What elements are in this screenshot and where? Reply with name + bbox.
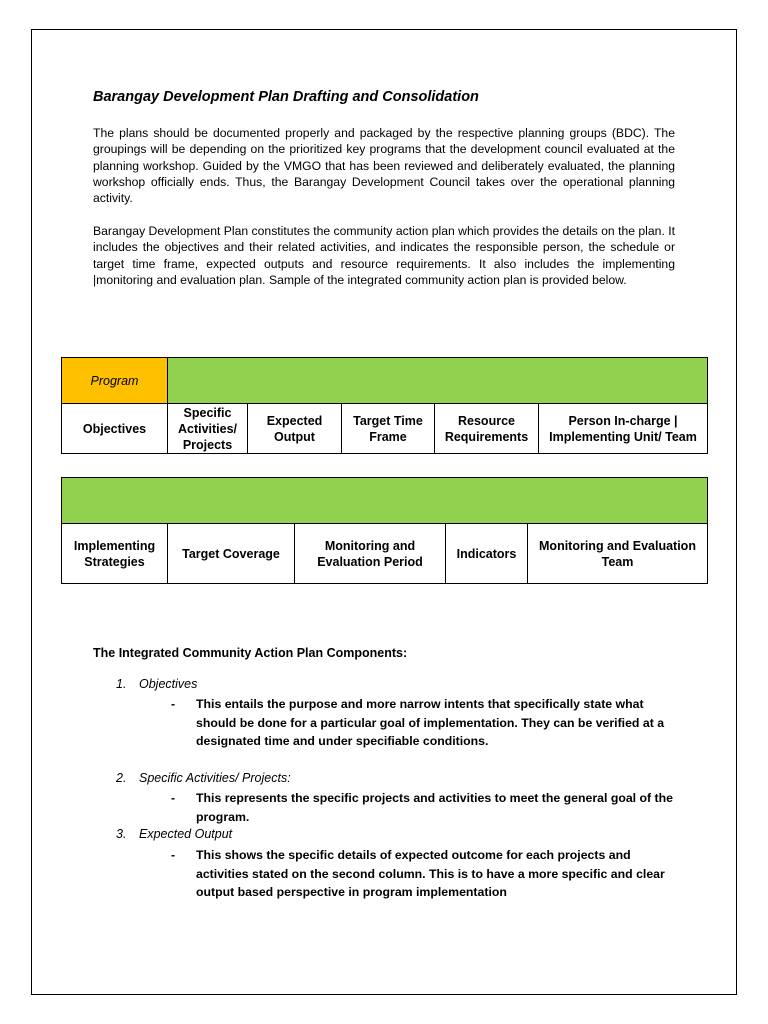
header-objectives: Objectives [62,404,168,454]
components-title: The Integrated Community Action Plan Components: [93,646,408,660]
program-name-cell [168,358,708,404]
header-expected-output: Expected Output [248,404,342,454]
header-resource-requirements: Resource Requirements [435,404,539,454]
header-indicators: Indicators [446,524,528,584]
header-target-coverage: Target Coverage [168,524,295,584]
header-monitoring-period: Monitoring and Evaluation Period [295,524,446,584]
component-desc-text: This shows the specific details of expected outcome for each projects and activities stated on the second column. This is to have a more specific and clear output based perspective in program implementation [196,848,665,900]
monitoring-plan-table [61,477,708,584]
header-monitoring-team: Monitoring and Evaluation Team [528,524,708,584]
component-label: Expected Output [139,827,233,841]
component-number: 3. [116,827,127,841]
program-cell: Program [62,358,168,404]
header-target-time-frame: Target Time Frame [342,404,435,454]
component-desc-text: This entails the purpose and more narrow intents that specifically state what should be done for a particular goal of implementation. They can be verified at a designated time and under specifiable conditions. [196,697,665,749]
component-item-objectives [116,677,197,691]
header-implementing-strategies: Implementing Strategies [62,524,168,584]
bullet-dash: - [171,848,176,862]
component-desc-text: This represents the specific projects and activities to meet the general goal of the program. [196,791,673,824]
intro-paragraph: The plans should be documented properly and packaged by the respective planning groups (BDC). The groupings will be depending on the prioritized key programs that the development council evaluated at the planning workshop. Guided by the VMGO that has been reviewed and deliberately evaluated, the planning workshop officially ends. Thus, the Barangay Development Council takes over the operational planning activity. [93,126,675,206]
document-title: Barangay Development Plan Drafting and Consolidation [93,89,479,105]
plan-paragraph: Barangay Development Plan constitutes the community action plan which provides the details on the plan. It includes the objectives and their related activities, and indicates the responsible person, the schedule or target time frame, expected outputs and resource requirements. It also includes the implementing |monitoring and evaluation plan. Sample of the integrated community action plan is provided below. [93,224,675,287]
component-number: 1. [116,677,127,691]
component-label: Specific Activities/ Projects: [139,771,291,785]
header-person-in-charge: Person In-charge | Implementing Unit/ Team [539,404,708,454]
action-plan-table [61,357,708,454]
bullet-dash: - [171,791,176,805]
bullet-dash: - [171,697,176,711]
component-number: 2. [116,771,127,785]
monitoring-green-row [62,478,708,524]
component-item-activities [116,771,291,785]
header-specific-activities: Specific Activities/ Projects [168,404,248,454]
component-item-expected-output [116,827,232,841]
component-label: Objectives [139,677,198,691]
